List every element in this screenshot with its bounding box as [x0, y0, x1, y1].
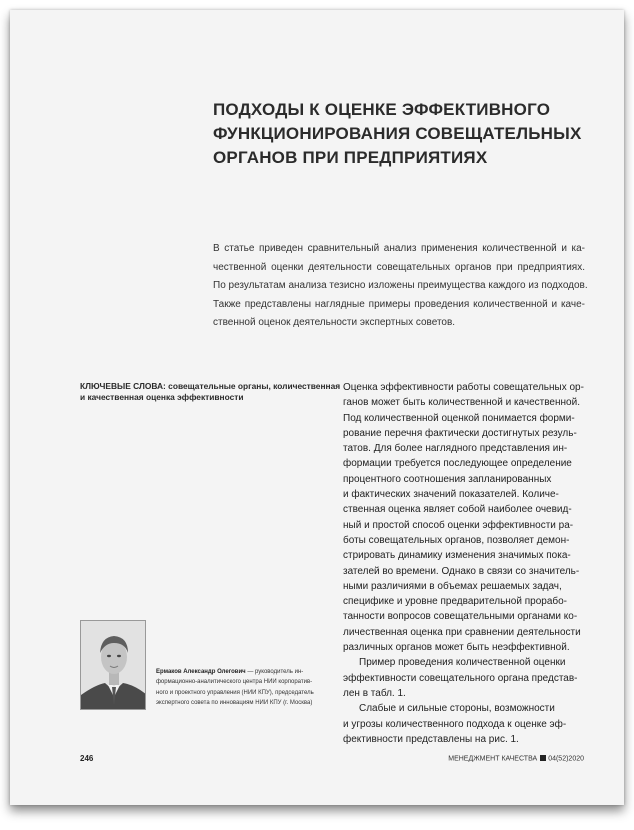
title-line: ОРГАНОВ ПРИ ПРЕДПРИЯТИЯХ — [213, 148, 488, 167]
body-line: боты совещательных органов, позволяет демон- — [343, 534, 570, 546]
body-line: ными различиями в объемах решаемых задач, — [343, 580, 562, 592]
body-line: процентного соотношения запланированных — [343, 473, 552, 485]
journal-footer — [448, 755, 584, 763]
body-line: и фактических значений показателей. Количе- — [343, 489, 559, 501]
author-portrait-image — [81, 621, 146, 710]
abstract-line: Также представлены наглядные примеры проведения количественной и каче- — [213, 298, 585, 310]
author-photo — [80, 620, 146, 710]
author-bio-line: ного и проектного управления (НИИ КПУ), председатель — [156, 689, 314, 696]
author-bio-line: формационно-аналитического центра НИИ корпоратив- — [156, 679, 313, 686]
body-line: лен в табл. 1. — [343, 687, 406, 699]
author-bio-line: экспертного совета по инновациям НИИ КПУ (г. Москва) — [156, 699, 313, 706]
abstract-line: чественной оценки деятельности совещательных органов при предприятиях. — [213, 261, 585, 273]
body-line: специфике и уровне предварительной прорабо- — [343, 596, 568, 608]
journal-issue: 04(52)2020 — [548, 755, 584, 763]
abstract-line: В статье приведен сравнительный анализ применения количественной и ка- — [213, 243, 585, 254]
body-line: зателей во времени. Однако в связи со значитель- — [343, 565, 580, 577]
abstract-line: По результатам анализа тезисно изложены преимущества каждого из подходов. — [213, 280, 588, 292]
body-line: ственная оценка являет собой наиболее очевид- — [343, 504, 572, 516]
article-abstract — [213, 240, 588, 333]
body-line: ный и простой способ оценки эффективности ра- — [343, 519, 574, 531]
abstract-line: ственной оценок деятельности экспертных советов. — [213, 317, 456, 329]
journal-name: МЕНЕДЖМЕНТ КАЧЕСТВА — [448, 755, 538, 763]
page-number: 246 — [80, 754, 94, 763]
author-name: Ермаков Александр Олегович — [156, 669, 246, 675]
article-title — [213, 98, 593, 170]
body-line: ганов может быть количественной и качественной. — [343, 397, 580, 409]
body-line: Слабые и сильные стороны, возможности — [359, 703, 555, 715]
body-line: эффективности совещательного органа представ- — [343, 672, 578, 684]
author-info — [156, 667, 336, 708]
square-bullet-icon — [540, 755, 546, 761]
body-line: Оценка эффективности работы совещательных ор- — [343, 382, 584, 393]
keywords-line: КЛЮЧЕВЫЕ СЛОВА: совещательные органы, количественная — [80, 381, 341, 391]
body-line: Пример проведения количественной оценки — [359, 657, 566, 669]
article-keywords — [80, 381, 341, 403]
body-line: формации требуется последующее определение — [343, 458, 572, 470]
author-bio-line: — руководитель ин- — [245, 669, 304, 675]
body-line: различных органов может быть неэффективной. — [343, 642, 570, 654]
body-line: стрировать динамику изменения значимых пока- — [343, 550, 571, 562]
body-line: танности вопросов совещательными органами ко- — [343, 611, 578, 623]
author-line — [156, 667, 336, 677]
journal-page — [10, 10, 624, 805]
title-line: ФУНКЦИОНИРОВАНИЯ СОВЕЩАТЕЛЬНЫХ — [213, 124, 582, 143]
body-line: личественная оценка при сравнении деятельности — [343, 626, 581, 638]
body-line: Под количественной оценкой понимается форми- — [343, 412, 575, 424]
keywords-line: и качественная оценка эффективности — [80, 392, 244, 402]
article-body — [343, 380, 593, 747]
title-line: ПОДХОДЫ К ОЦЕНКЕ ЭФФЕКТИВНОГО — [213, 100, 551, 119]
body-line: фективности представлены на рис. 1. — [343, 733, 519, 745]
body-line: и угрозы количественного подхода к оценке эф- — [343, 718, 567, 730]
body-line: татов. Для более наглядного представления ин- — [343, 443, 568, 455]
body-line: рование перечня фактически достигнутых резуль- — [343, 427, 577, 439]
